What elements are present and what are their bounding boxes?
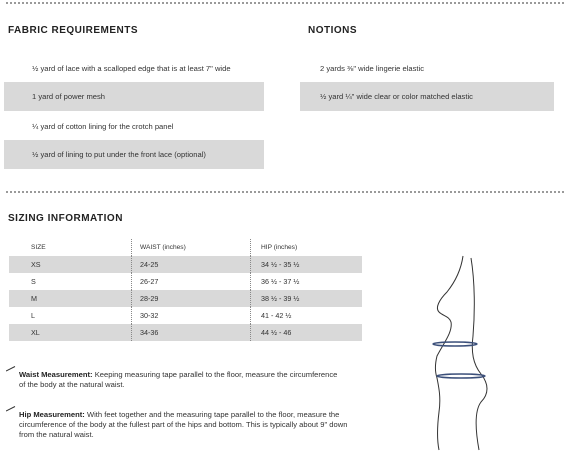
table-header-row: [9, 239, 362, 256]
waist-measure-line: [433, 342, 477, 346]
waist-measurement-note: [19, 370, 339, 390]
size-column-header: SIZE: [31, 244, 46, 251]
notions-item: 2 yards ⅜" wide lingerie elastic: [320, 64, 424, 73]
waist-measurement-label: Waist Measurement:: [19, 370, 93, 379]
waist-cell: 24-25: [132, 256, 251, 273]
fabric-item: ¼ yard of cotton lining for the crotch panel: [32, 122, 174, 131]
body-silhouette-icon: [415, 252, 505, 452]
table-row: [9, 324, 362, 341]
waist-cell: 28-29: [132, 290, 251, 307]
size-cell: L: [31, 311, 35, 320]
hip-cell: 38 ½ - 39 ½: [251, 290, 363, 307]
fabric-requirements-title: FABRIC REQUIREMENTS: [8, 25, 139, 36]
notions-item: ½ yard ¼" wide clear or color matched elastic: [300, 82, 554, 111]
hip-measurement-text: With feet together and the measuring tape parallel to the floor, measure the circumference of the body at the fullest part of the hips and bottom. This is typically about 9" down from the natural waist.: [19, 410, 348, 439]
top-divider: [6, 2, 564, 4]
hip-cell: 41 - 42 ½: [251, 307, 363, 324]
notions-title: NOTIONS: [308, 25, 358, 36]
hip-measurement-label: Hip Measurement:: [19, 410, 85, 419]
size-cell: M: [9, 290, 132, 307]
size-cell: XL: [9, 324, 132, 341]
hip-column-header: HIP (inches): [251, 239, 363, 256]
section-divider: [6, 191, 564, 193]
size-cell: XS: [9, 256, 132, 273]
waist-column-header: WAIST (inches): [132, 239, 251, 256]
table-row: [9, 256, 362, 273]
waist-cell: 30-32: [132, 307, 251, 324]
tick-icon: [6, 406, 16, 412]
hip-cell: 34 ½ - 35 ½: [251, 256, 363, 273]
hip-measure-line: [437, 374, 485, 378]
fabric-item: ½ yard of lining to put under the front lace (optional): [4, 140, 264, 169]
waist-cell: 26-27: [132, 273, 251, 290]
waist-measurement-text: Keeping measuring tape parallel to the floor, measure the circumference of the body at the natural waist.: [19, 370, 338, 389]
table-row: [9, 290, 362, 307]
tick-icon: [6, 366, 16, 372]
table-row: [9, 307, 362, 324]
hip-cell: 36 ½ - 37 ½: [251, 273, 363, 290]
hip-cell: 44 ½ - 46: [251, 324, 363, 341]
fabric-item: 1 yard of power mesh: [4, 82, 264, 111]
table-row: [9, 273, 362, 290]
fabric-item: ½ yard of lace with a scalloped edge that is at least 7" wide: [32, 64, 231, 73]
size-cell: S: [31, 277, 36, 286]
hip-measurement-note: [19, 410, 364, 440]
size-chart-table: [9, 239, 362, 341]
waist-cell: 34-36: [132, 324, 251, 341]
sizing-information-title: SIZING INFORMATION: [8, 213, 123, 224]
